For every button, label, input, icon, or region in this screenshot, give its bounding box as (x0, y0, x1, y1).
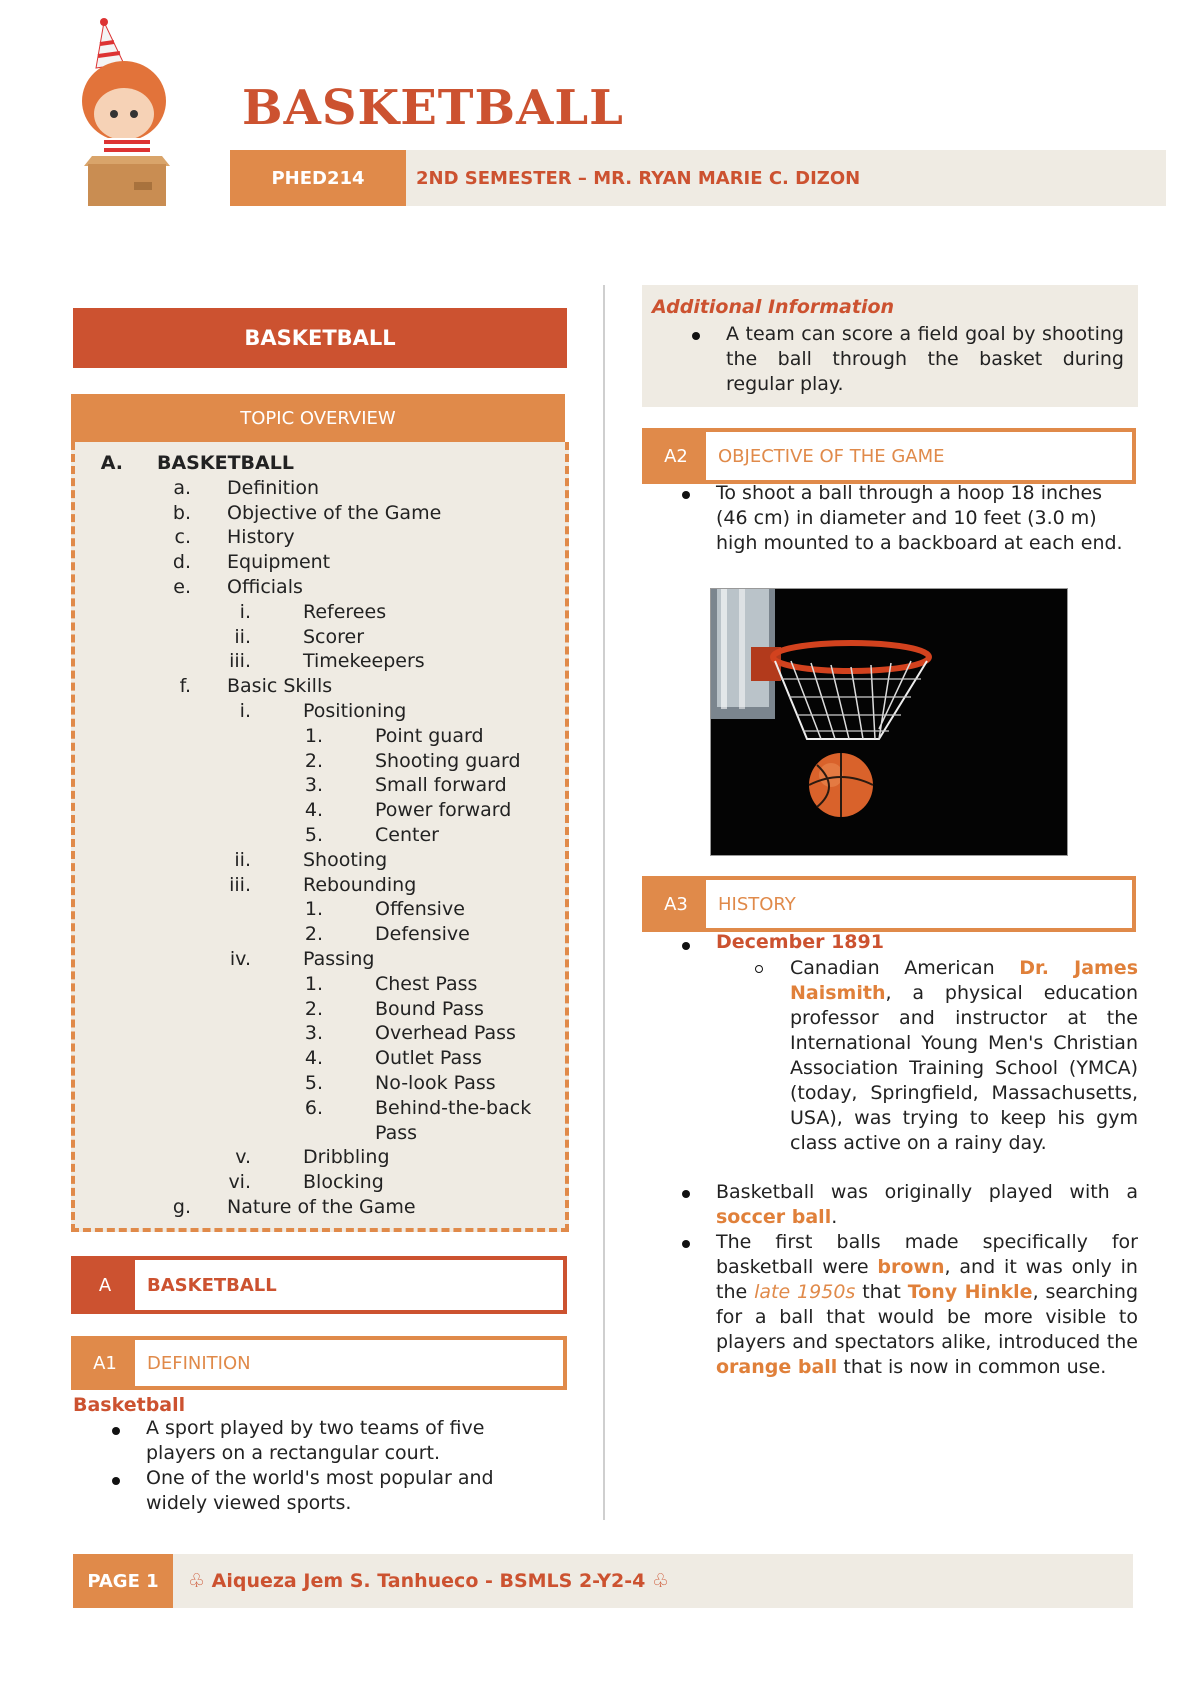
bullet (692, 332, 700, 340)
toc-item-number: 4. (304, 799, 323, 822)
toc-item-number: 1. (304, 724, 323, 747)
topic-overview-panel (71, 442, 569, 1232)
toc-item-number: vi. (228, 1171, 251, 1194)
late-1950s-italic: late 1950s (754, 1281, 856, 1303)
toc-item: BASKETBALL (157, 452, 294, 474)
footer-author: ♧ Aiqueza Jem S. Tanhueco - BSMLS 2-Y2-4 ♧ (188, 1570, 670, 1592)
toc-item: Blocking (303, 1171, 384, 1194)
hollow-bullet (755, 965, 763, 973)
toc-item-number: 2. (304, 923, 323, 946)
definition-term: Basketball (73, 1394, 186, 1416)
history-text: Basketball was originally played with a (716, 1181, 1138, 1203)
history-paragraph-3 (716, 1230, 1138, 1380)
toc-item-number: g. (172, 1196, 191, 1218)
toc-item-number: ii. (234, 625, 251, 648)
semester-instructor: 2ND SEMESTER – MR. RYAN MARIE C. DIZON (416, 167, 861, 189)
toc-item-number: 4. (304, 1047, 323, 1070)
bullet (112, 1427, 120, 1435)
section-band-a3 (642, 876, 1136, 932)
toc-item-number: 6. (304, 1096, 323, 1119)
history-paragraph-1 (790, 956, 1138, 1156)
additional-info-title: Additional Information (652, 296, 895, 318)
orange-ball-highlight: orange ball (716, 1356, 838, 1378)
toc-item: Nature of the Game (227, 1196, 416, 1218)
toc-item: Scorer (303, 625, 365, 648)
topic-overview-heading: TOPIC OVERVIEW (71, 394, 565, 442)
history-text: that (862, 1281, 901, 1303)
toc-item-number: 3. (304, 774, 323, 797)
toc-item-number: ii. (234, 848, 251, 871)
section-band-a2 (642, 428, 1136, 484)
naismith-name: Dr. James Naismith (790, 957, 1139, 1004)
mascot-image (74, 16, 184, 211)
history-text: . (831, 1206, 838, 1228)
page-number: PAGE 1 (73, 1554, 173, 1608)
section-band-a1 (71, 1336, 567, 1390)
band-tag: A (75, 1260, 135, 1310)
toc-item: Rebounding (303, 873, 417, 896)
band-tag: A3 (646, 880, 706, 928)
toc-item: Power forward (375, 799, 512, 822)
definition-bullet: One of the world's most popular and widely viewed sports. (146, 1467, 494, 1514)
section-heading: BASKETBALL (73, 308, 567, 368)
bullet (682, 1240, 690, 1248)
toc-item: History (227, 526, 295, 549)
toc-item-number: 3. (304, 1022, 323, 1045)
toc-item: Chest Pass (375, 972, 478, 995)
bullet (682, 491, 690, 499)
tony-hinkle-highlight: Tony Hinkle (907, 1281, 1033, 1303)
history-text: that is now in common use. (843, 1356, 1107, 1378)
toc-item: Equipment (227, 551, 331, 574)
basketball-hoop-photo (710, 588, 1068, 856)
bullet (682, 942, 690, 950)
toc-item-number: 5. (304, 824, 323, 846)
toc-item: Defensive (375, 923, 470, 946)
toc-item: Timekeepers (303, 650, 425, 673)
band-tag: A1 (75, 1340, 135, 1386)
toc-item: Offensive (375, 898, 465, 921)
document-title: BASKETBALL (242, 80, 624, 136)
soccer-ball-highlight: soccer ball (716, 1206, 832, 1228)
history-text: Canadian American (790, 957, 995, 979)
toc-item-number: a. (173, 476, 191, 499)
toc-item: Definition (227, 476, 320, 499)
additional-info-text: A team can score a field goal by shooting the ball through the basket during regular play. (726, 323, 1124, 395)
toc-item: Referees (303, 600, 387, 623)
toc-item: Overhead Pass (375, 1022, 516, 1045)
history-paragraph-2 (716, 1180, 1138, 1230)
toc-item: Dribbling (303, 1146, 390, 1169)
toc-item: Small forward (375, 774, 507, 797)
toc-item: Center (375, 824, 439, 846)
toc-item-number: d. (172, 551, 191, 574)
toc-item: Point guard (375, 724, 484, 747)
band-label: BASKETBALL (147, 1274, 277, 1296)
toc-item: Basic Skills (227, 675, 333, 698)
brown-highlight: brown (877, 1256, 945, 1278)
toc-item-number: i. (239, 700, 251, 722)
toc-item-number: iv. (229, 948, 251, 970)
toc-item: Positioning (303, 700, 407, 722)
toc-item-number: iii. (229, 873, 251, 896)
history-text: , and it was only in the (716, 1256, 1138, 1303)
history-date: December 1891 (716, 931, 884, 953)
toc-item: Passing (303, 948, 375, 970)
objective-text: To shoot a ball through a hoop 18 inches (46 cm) in diameter and 10 feet (3.0 m) high mounted to a backboard at each end. (716, 482, 1123, 554)
band-label: OBJECTIVE OF THE GAME (718, 445, 945, 467)
toc-item: Shooting (303, 848, 388, 871)
bullet (682, 1190, 690, 1198)
toc-item-number: 2. (304, 997, 323, 1020)
section-band-a (71, 1256, 567, 1314)
band-label: HISTORY (718, 893, 796, 915)
toc-item-number: 2. (304, 749, 323, 772)
course-code: PHED214 (230, 150, 406, 206)
history-text: The first balls made specifically for basketball were (716, 1231, 1138, 1278)
toc-item: Objective of the Game (227, 501, 442, 524)
toc-item-number: iii. (229, 650, 251, 673)
toc-item-number: v. (235, 1146, 251, 1169)
toc-item-number: f. (179, 675, 191, 698)
column-divider (603, 285, 605, 1520)
toc-item-number: c. (174, 526, 191, 549)
toc-item: Pass (375, 1121, 418, 1144)
toc-item: Shooting guard (375, 749, 521, 772)
history-text: , searching for a ball that would be more visible to players and spectators alike, introduced the (716, 1281, 1139, 1353)
toc-item: Officials (227, 576, 303, 598)
toc-item-number: e. (173, 576, 191, 598)
toc-item-number: 5. (304, 1072, 323, 1094)
band-tag: A2 (646, 432, 706, 480)
toc-item: Behind-the-back (375, 1096, 532, 1119)
toc-item: Bound Pass (375, 997, 484, 1020)
toc-item-number: i. (239, 600, 251, 623)
toc-item: Outlet Pass (375, 1047, 482, 1070)
toc-item-number: b. (172, 501, 191, 524)
toc-item-number: 1. (304, 972, 323, 995)
toc-item-number: A. (100, 452, 123, 474)
toc-item: No-look Pass (375, 1072, 496, 1094)
bullet (112, 1477, 120, 1485)
toc-item-number: 1. (304, 898, 323, 921)
definition-bullet: A sport played by two teams of five players on a rectangular court. (146, 1417, 485, 1464)
history-text: , a physical education professor and instructor at the International Young Men's Christian Association Training School (YMCA) (today, Springfield, Massachusetts, USA), was trying to keep his gym class active on a rainy day. (790, 982, 1138, 1154)
band-label: DEFINITION (147, 1352, 251, 1374)
